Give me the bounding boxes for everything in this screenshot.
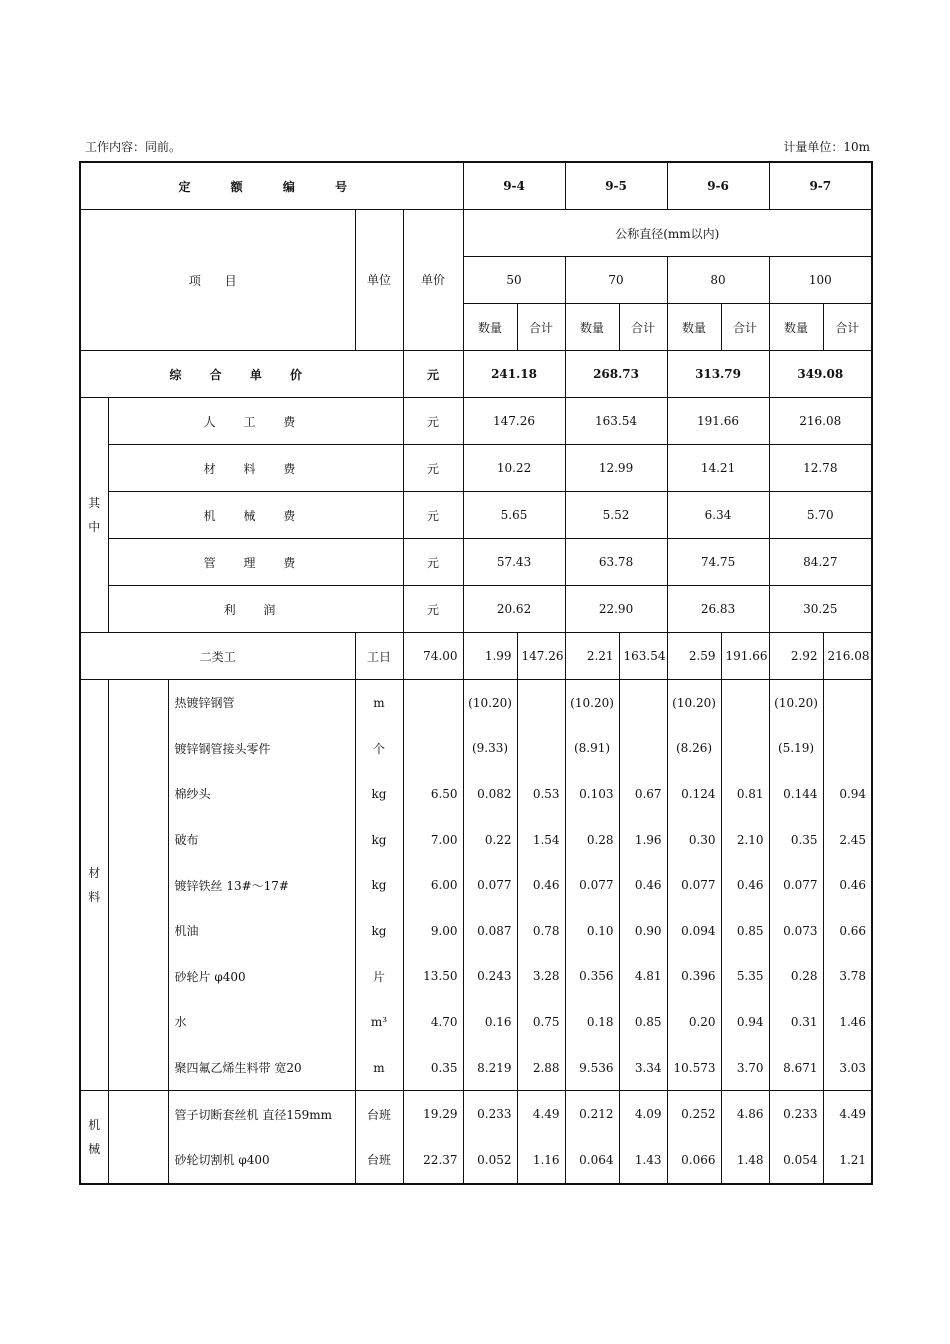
labor-cell: 2.59 bbox=[667, 633, 721, 680]
cost-item-value: 10.22 bbox=[463, 445, 565, 492]
quota-code: 9-6 bbox=[667, 162, 769, 210]
material-row-cell: 0.144 bbox=[769, 771, 823, 817]
material-row-group-label: 材料 bbox=[80, 680, 108, 1091]
diameter-header: 公称直径(mm以内) bbox=[463, 210, 872, 257]
cost-item-value: 26.83 bbox=[667, 586, 769, 633]
cost-breakdown-group-label: 其中 bbox=[80, 398, 108, 633]
cost-item-value: 191.66 bbox=[667, 398, 769, 445]
material-row-cell: 0.35 bbox=[769, 817, 823, 863]
machine-row-cell: 4.09 bbox=[619, 1091, 667, 1137]
material-row bbox=[80, 680, 872, 726]
labor-cell: 216.08 bbox=[823, 633, 872, 680]
cost-item-value: 74.75 bbox=[667, 539, 769, 586]
material-row-cell: 0.077 bbox=[667, 862, 721, 908]
cost-item-value: 84.27 bbox=[769, 539, 872, 586]
material-row-cell: 0.94 bbox=[823, 771, 872, 817]
cost-item-name: 利 润 bbox=[108, 586, 403, 633]
material-row-cell: 1.46 bbox=[823, 999, 872, 1045]
composite-price-row bbox=[80, 351, 872, 398]
cost-item-value: 5.52 bbox=[565, 492, 667, 539]
machine-row-unit: 台班 bbox=[355, 1137, 403, 1184]
cost-breakdown-row bbox=[80, 398, 872, 445]
cost-item-value: 216.08 bbox=[769, 398, 872, 445]
labor-price: 74.00 bbox=[403, 633, 463, 680]
material-row-cell: 0.46 bbox=[619, 862, 667, 908]
material-row-cell: 0.31 bbox=[769, 999, 823, 1045]
cost-item-value: 30.25 bbox=[769, 586, 872, 633]
material-row-cell: 3.28 bbox=[517, 954, 565, 1000]
unit-of-measure-text: 计量单位：10m bbox=[783, 140, 870, 154]
material-row-cell: 1.54 bbox=[517, 817, 565, 863]
material-row-cell: (9.33) bbox=[463, 726, 517, 772]
cost-item-value: 12.78 bbox=[769, 445, 872, 492]
material-row-name: 破布 bbox=[168, 817, 355, 863]
machine-row-cell: 4.49 bbox=[517, 1091, 565, 1137]
cost-item-unit: 元 bbox=[403, 586, 463, 633]
material-row bbox=[80, 817, 872, 863]
machine-row-cell: 0.054 bbox=[769, 1137, 823, 1184]
cost-item-name: 管 理 费 bbox=[108, 539, 403, 586]
cost-item-unit: 元 bbox=[403, 539, 463, 586]
material-row-cell: 0.85 bbox=[619, 999, 667, 1045]
material-row-cell: 0.082 bbox=[463, 771, 517, 817]
composite-value: 349.08 bbox=[769, 351, 872, 398]
work-content-text: 工作内容：同前。 bbox=[85, 140, 182, 154]
item-header: 项 目 bbox=[80, 210, 355, 351]
material-row-cell: 0.81 bbox=[721, 771, 769, 817]
material-row-cell: 0.077 bbox=[463, 862, 517, 908]
cost-item-name: 人 工 费 bbox=[108, 398, 403, 445]
material-row-price: 4.70 bbox=[403, 999, 463, 1045]
diameter-value: 70 bbox=[565, 257, 667, 304]
cost-breakdown-row bbox=[80, 586, 872, 633]
composite-value: 241.18 bbox=[463, 351, 565, 398]
material-row-code-blank bbox=[108, 680, 168, 1091]
machinery-section bbox=[80, 1091, 872, 1184]
material-row-cell: 10.573 bbox=[667, 1045, 721, 1091]
material-row-cell bbox=[517, 680, 565, 726]
cost-item-unit: 元 bbox=[403, 492, 463, 539]
machine-row-price: 19.29 bbox=[403, 1091, 463, 1137]
material-row-unit: 个 bbox=[355, 726, 403, 772]
material-row-cell bbox=[823, 726, 872, 772]
material-row-cell: (10.20) bbox=[565, 680, 619, 726]
material-row-cell: 0.75 bbox=[517, 999, 565, 1045]
qty-header: 数量 bbox=[463, 304, 517, 351]
material-row bbox=[80, 771, 872, 817]
machine-row bbox=[80, 1137, 872, 1184]
machine-row-cell: 1.16 bbox=[517, 1137, 565, 1184]
material-row-cell: 0.46 bbox=[517, 862, 565, 908]
labor-name: 二类工 bbox=[80, 633, 355, 680]
material-row-cell: 0.90 bbox=[619, 908, 667, 954]
cost-item-value: 14.21 bbox=[667, 445, 769, 492]
material-row-cell: (10.20) bbox=[667, 680, 721, 726]
machine-row-cell: 0.064 bbox=[565, 1137, 619, 1184]
material-row-unit: m bbox=[355, 1045, 403, 1091]
material-row-cell: 0.85 bbox=[721, 908, 769, 954]
material-row-name: 砂轮片 φ400 bbox=[168, 954, 355, 1000]
material-row bbox=[80, 726, 872, 772]
machine-row-unit: 台班 bbox=[355, 1091, 403, 1137]
material-row-cell: (10.20) bbox=[769, 680, 823, 726]
material-row-cell: 8.219 bbox=[463, 1045, 517, 1091]
material-row-price: 6.50 bbox=[403, 771, 463, 817]
material-row-cell: 9.536 bbox=[565, 1045, 619, 1091]
material-row-cell: 0.94 bbox=[721, 999, 769, 1045]
material-row-name: 机油 bbox=[168, 908, 355, 954]
material-row-cell: 0.087 bbox=[463, 908, 517, 954]
cost-item-unit: 元 bbox=[403, 445, 463, 492]
material-row-cell: (8.26) bbox=[667, 726, 721, 772]
cost-item-unit: 元 bbox=[403, 398, 463, 445]
cost-item-value: 57.43 bbox=[463, 539, 565, 586]
material-row-cell: 2.45 bbox=[823, 817, 872, 863]
machine-row-cell: 0.233 bbox=[769, 1091, 823, 1137]
material-row-unit: kg bbox=[355, 817, 403, 863]
material-row-cell: 1.96 bbox=[619, 817, 667, 863]
machine-row-cell: 0.233 bbox=[463, 1091, 517, 1137]
material-row-price bbox=[403, 680, 463, 726]
material-row-name: 热镀锌钢管 bbox=[168, 680, 355, 726]
material-row-cell: (10.20) bbox=[463, 680, 517, 726]
material-row-cell: 8.671 bbox=[769, 1045, 823, 1091]
cost-breakdown-section bbox=[80, 398, 872, 633]
cost-item-value: 22.90 bbox=[565, 586, 667, 633]
material-row-cell: 0.18 bbox=[565, 999, 619, 1045]
material-row-cell: 0.073 bbox=[769, 908, 823, 954]
machine-row-group-label: 机械 bbox=[80, 1091, 108, 1184]
material-row-unit: kg bbox=[355, 862, 403, 908]
composite-value: 313.79 bbox=[667, 351, 769, 398]
material-row-cell bbox=[619, 726, 667, 772]
machine-row-cell: 0.252 bbox=[667, 1091, 721, 1137]
cost-breakdown-row bbox=[80, 492, 872, 539]
cost-item-value: 147.26 bbox=[463, 398, 565, 445]
material-row-cell: 0.46 bbox=[823, 862, 872, 908]
material-row-cell: 0.28 bbox=[769, 954, 823, 1000]
material-row-unit: m bbox=[355, 680, 403, 726]
labor-cell: 147.26 bbox=[517, 633, 565, 680]
sum-header: 合计 bbox=[619, 304, 667, 351]
machine-row-cell: 0.066 bbox=[667, 1137, 721, 1184]
material-row-cell: 0.53 bbox=[517, 771, 565, 817]
material-row-cell: 0.16 bbox=[463, 999, 517, 1045]
material-row-cell: 0.077 bbox=[769, 862, 823, 908]
composite-value: 268.73 bbox=[565, 351, 667, 398]
material-row-cell: 0.67 bbox=[619, 771, 667, 817]
material-row-cell bbox=[721, 726, 769, 772]
material-row-cell: 4.81 bbox=[619, 954, 667, 1000]
material-row-price bbox=[403, 726, 463, 772]
material-row-name: 水 bbox=[168, 999, 355, 1045]
material-row bbox=[80, 1045, 872, 1091]
labor-section bbox=[80, 633, 872, 680]
cost-item-value: 5.70 bbox=[769, 492, 872, 539]
composite-price-label: 综 合 单 价 bbox=[80, 351, 403, 398]
material-row-cell: 2.88 bbox=[517, 1045, 565, 1091]
material-row-cell: 0.46 bbox=[721, 862, 769, 908]
material-row-price: 0.35 bbox=[403, 1045, 463, 1091]
price-column-header: 单价 bbox=[403, 210, 463, 351]
labor-cell: 2.21 bbox=[565, 633, 619, 680]
material-row-cell bbox=[517, 726, 565, 772]
material-row-cell: 0.103 bbox=[565, 771, 619, 817]
material-row-unit: m³ bbox=[355, 999, 403, 1045]
machine-row-name: 管子切断套丝机 直径159mm bbox=[168, 1091, 355, 1137]
cost-item-value: 63.78 bbox=[565, 539, 667, 586]
machine-row-cell: 0.212 bbox=[565, 1091, 619, 1137]
quota-code-row bbox=[80, 162, 872, 210]
machine-row bbox=[80, 1091, 872, 1137]
cost-breakdown-row bbox=[80, 539, 872, 586]
diameter-value: 50 bbox=[463, 257, 565, 304]
sum-header: 合计 bbox=[823, 304, 872, 351]
material-row-cell bbox=[721, 680, 769, 726]
machine-row-code-blank bbox=[108, 1091, 168, 1184]
material-row bbox=[80, 999, 872, 1045]
material-row-cell: 0.094 bbox=[667, 908, 721, 954]
material-row-name: 镀锌铁丝 13#～17# bbox=[168, 862, 355, 908]
labor-cell: 2.92 bbox=[769, 633, 823, 680]
cost-item-value: 20.62 bbox=[463, 586, 565, 633]
material-row-cell: 0.10 bbox=[565, 908, 619, 954]
material-row-cell: 3.70 bbox=[721, 1045, 769, 1091]
material-row-cell: 0.396 bbox=[667, 954, 721, 1000]
material-row-name: 镀锌钢管接头零件 bbox=[168, 726, 355, 772]
machine-row-cell: 4.86 bbox=[721, 1091, 769, 1137]
quota-code: 9-5 bbox=[565, 162, 667, 210]
material-row-cell: 0.077 bbox=[565, 862, 619, 908]
material-row-cell: 0.356 bbox=[565, 954, 619, 1000]
cost-item-value: 6.34 bbox=[667, 492, 769, 539]
diameter-value: 100 bbox=[769, 257, 872, 304]
material-row-cell: 0.66 bbox=[823, 908, 872, 954]
labor-cell: 1.99 bbox=[463, 633, 517, 680]
machine-row-cell: 4.49 bbox=[823, 1091, 872, 1137]
labor-unit: 工日 bbox=[355, 633, 403, 680]
material-row-price: 13.50 bbox=[403, 954, 463, 1000]
material-row-cell: (8.91) bbox=[565, 726, 619, 772]
qty-header: 数量 bbox=[667, 304, 721, 351]
machine-row-cell: 1.43 bbox=[619, 1137, 667, 1184]
labor-cell: 191.66 bbox=[721, 633, 769, 680]
sum-header: 合计 bbox=[517, 304, 565, 351]
diameter-title-row bbox=[80, 210, 872, 257]
materials-section bbox=[80, 680, 872, 1091]
material-row-unit: kg bbox=[355, 771, 403, 817]
material-row-cell: 0.22 bbox=[463, 817, 517, 863]
material-row-cell: 5.35 bbox=[721, 954, 769, 1000]
quota-no-label: 定 额 编 号 bbox=[80, 162, 463, 210]
cost-item-value: 163.54 bbox=[565, 398, 667, 445]
material-row-name: 聚四氟乙烯生料带 宽20 bbox=[168, 1045, 355, 1091]
material-row-cell: 0.124 bbox=[667, 771, 721, 817]
quota-code: 9-7 bbox=[769, 162, 872, 210]
cost-item-value: 5.65 bbox=[463, 492, 565, 539]
sum-header: 合计 bbox=[721, 304, 769, 351]
unit-column-header: 单位 bbox=[355, 210, 403, 351]
material-row-cell: 0.243 bbox=[463, 954, 517, 1000]
material-row-unit: 片 bbox=[355, 954, 403, 1000]
material-row-price: 9.00 bbox=[403, 908, 463, 954]
material-row-cell: 0.20 bbox=[667, 999, 721, 1045]
material-row bbox=[80, 862, 872, 908]
material-row-price: 7.00 bbox=[403, 817, 463, 863]
material-row-cell: 2.10 bbox=[721, 817, 769, 863]
material-row-cell: 0.78 bbox=[517, 908, 565, 954]
machine-row-price: 22.37 bbox=[403, 1137, 463, 1184]
material-row bbox=[80, 954, 872, 1000]
cost-breakdown-row bbox=[80, 445, 872, 492]
material-row bbox=[80, 908, 872, 954]
quota-code: 9-4 bbox=[463, 162, 565, 210]
diameter-value: 80 bbox=[667, 257, 769, 304]
labor-cell: 163.54 bbox=[619, 633, 667, 680]
machine-row-cell: 1.48 bbox=[721, 1137, 769, 1184]
machine-row-cell: 1.21 bbox=[823, 1137, 872, 1184]
material-row-cell: 0.30 bbox=[667, 817, 721, 863]
material-row-cell: (5.19) bbox=[769, 726, 823, 772]
material-row-cell bbox=[823, 680, 872, 726]
material-row-cell: 3.34 bbox=[619, 1045, 667, 1091]
machine-row-name: 砂轮切割机 φ400 bbox=[168, 1137, 355, 1184]
material-row-name: 棉纱头 bbox=[168, 771, 355, 817]
material-row-cell: 3.78 bbox=[823, 954, 872, 1000]
qty-header: 数量 bbox=[565, 304, 619, 351]
cost-item-name: 材 料 费 bbox=[108, 445, 403, 492]
material-row-cell: 3.03 bbox=[823, 1045, 872, 1091]
material-row-unit: kg bbox=[355, 908, 403, 954]
material-row-cell: 0.28 bbox=[565, 817, 619, 863]
material-row-price: 6.00 bbox=[403, 862, 463, 908]
qty-header: 数量 bbox=[769, 304, 823, 351]
cost-item-value: 12.99 bbox=[565, 445, 667, 492]
quota-table bbox=[79, 161, 873, 1185]
material-row-cell bbox=[619, 680, 667, 726]
machine-row-cell: 0.052 bbox=[463, 1137, 517, 1184]
cost-item-name: 机 械 费 bbox=[108, 492, 403, 539]
labor-row bbox=[80, 633, 872, 680]
composite-unit: 元 bbox=[403, 351, 463, 398]
